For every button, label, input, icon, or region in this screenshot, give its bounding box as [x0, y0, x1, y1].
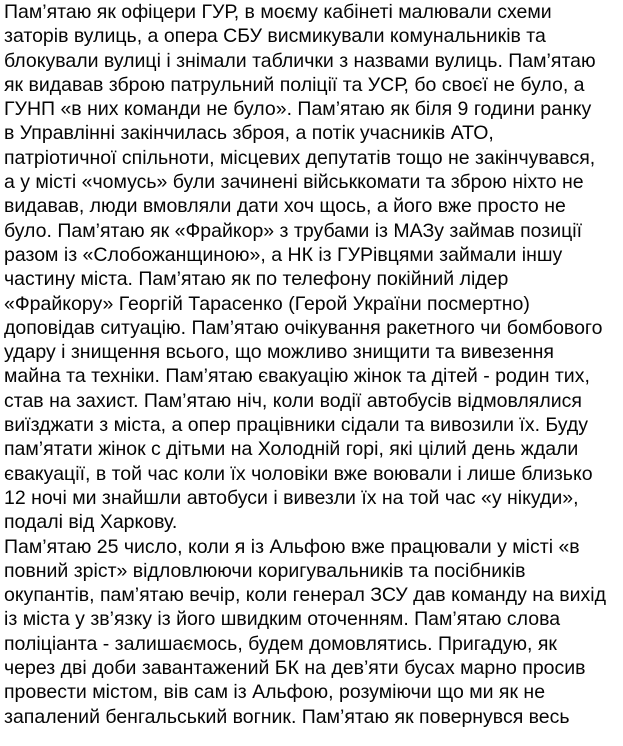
text-line: в Управлінні закінчилась зброя, а потік учасників АТО,	[4, 122, 494, 145]
text-line: Пам’ятаю як офіцери ГУР, в моєму кабінеті малювали схеми	[4, 1, 552, 23]
post-paragraph-2	[4, 535, 619, 729]
text-line: виїзджати з міста, а опер працівники сідали та вивозили їх. Буду	[4, 414, 589, 437]
text-line: патріотичної спільноти, місцевих депутатів тощо не закінчувався,	[4, 146, 596, 169]
text-line: удару і знищення всього, що можливо знищити та вивезення	[4, 341, 554, 364]
post-paragraph-1	[4, 0, 619, 535]
text-line: ГУНП «в них команди не було». Пам’ятаю як біля 9 години ранку	[4, 98, 592, 121]
text-line: запалений бенгальський вогник. Пам’ятаю як повернувся весь	[4, 705, 570, 728]
text-line: разом із «Слобожанщиною», а НК із ГУРівцями займали іншу	[4, 243, 563, 266]
text-line: як видавав зброю патрульний поліції та УСР, бо своєї не було, а	[4, 73, 585, 96]
post-text	[4, 0, 619, 729]
text-line: доповідав ситуацію. Пам’ятаю очікування ракетного чи бомбового	[4, 316, 603, 339]
text-line: євакуації, в той час коли їх чоловіки вже воювали і лише близько	[4, 462, 593, 485]
text-line: блокували вулиці і знімали таблички з назвами вулиць. Пам’ятаю	[4, 49, 596, 72]
text-line: із міста у зв’язку із його швидким оточенням. Пам’ятаю слова	[4, 608, 561, 631]
text-line: «Фрайкору» Георгій Тарасенко (Герой України посмертно)	[4, 292, 530, 315]
text-line: заторів вулиць, а опера СБУ висмикували комунальників та	[4, 25, 546, 48]
text-line: а у місті «чомусь» були зачинені військкомати та зброю ніхто не	[4, 171, 584, 194]
text-line: подалі від Харкову.	[4, 511, 178, 534]
text-line: частину міста. Пам’ятаю як по телефону покійний лідер	[4, 268, 509, 291]
text-line: повний зріст» відловлюючи коригувальників та посібників	[4, 559, 526, 582]
text-line: поліціанта - залишаємось, будем домовлятись. Пригадую, як	[4, 632, 557, 655]
text-line: провести містом, вів сам із Альфою, розуміючи що ми як не	[4, 681, 546, 704]
text-line: окупантів, пам’ятаю вечір, коли генерал ЗСУ дав команду на вихід	[4, 584, 606, 607]
text-line: через дві доби завантажений БК на дев’яти бусах марно просив	[4, 657, 586, 680]
text-line: Пам’ятаю 25 число, коли я із Альфою вже працювали у місті «в	[4, 535, 580, 558]
text-line: було. Пам’ятаю як «Фрайкор» з трубами із МАЗу займав позиції	[4, 219, 583, 242]
text-line: пам’ятати жінок с дітьми на Холодній горі, які цілий день ждали	[4, 438, 579, 461]
text-line: став на захист. Пам’ятаю ніч, коли водії автобусів відмовлялися	[4, 389, 582, 412]
text-line: видавав, люди вмовляли дати хоч щось, а його вже просто не	[4, 195, 566, 218]
text-line: майна та техніки. Пам’ятаю євакуацію жінок та дітей - родин тих,	[4, 365, 590, 388]
text-line: 12 ночі ми знайшли автобуси і вивезли їх на той час «у нікуди»,	[4, 486, 579, 509]
